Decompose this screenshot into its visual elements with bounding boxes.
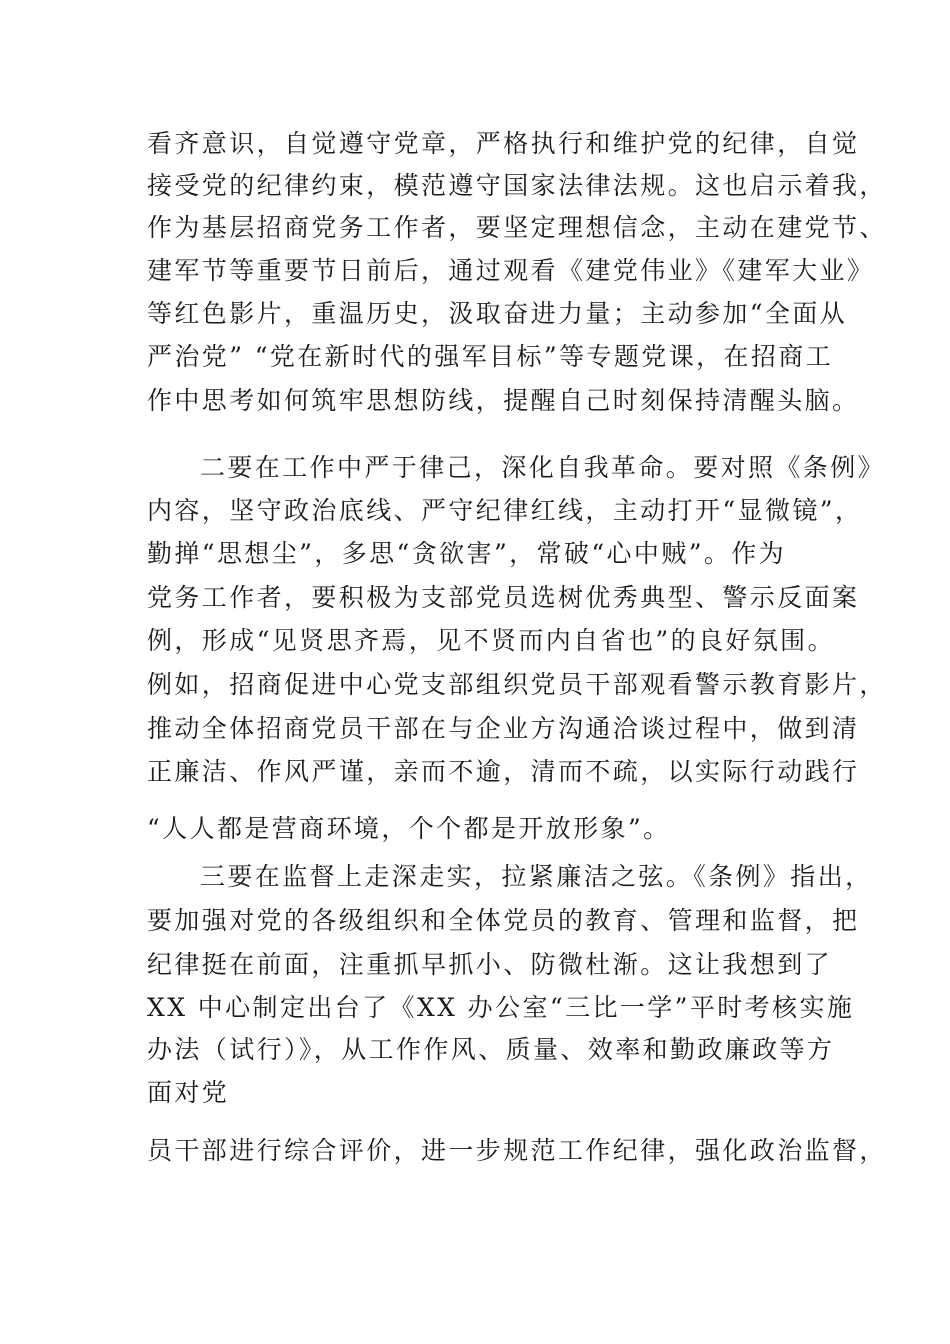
text-line: XX 中心制定出台了《XX 办公室“三比一学”平时考核实施 [147,993,855,1022]
paragraph-first-line: 二要在工作中严于律己，深化自我革命。要对照《条例》 [200,453,886,482]
text-line: 例，形成“见贤思齐焉，见不贤而内自省也”的良好氛围。 [147,626,835,655]
text-line: 正廉洁、作风严谨，亲而不逾，清而不疏，以实际行动践行 [147,757,860,786]
text-line: 作为基层招商党务工作者，要坚定理想信念，主动在建党节、 [147,213,887,242]
text-line: 作中思考如何筑牢思想防线，提醒自己时刻保持清醒头脑。 [147,386,860,415]
text-line: 推动全体招商党员干部在与企业方沟通洽谈过程中，做到清 [147,714,860,743]
text-line: 接受党的纪律约束，模范遵守国家法律法规。这也启示着我， [147,171,887,200]
text-line: 要加强对党的各级组织和全体党员的教育、管理和监督，把 [147,906,860,935]
text-line: 党务工作者，要积极为支部党员选树优秀典型、警示反面案 [147,583,860,612]
text-line: 面对党 [147,1078,230,1107]
paragraph-first-line: 三要在监督上走深走实，拉紧廉洁之弦。《条例》指出， [200,862,873,891]
text-line: 等红色影片，重温历史，汲取奋进力量；主动参加“全面从 [147,299,848,328]
text-line: 办法（试行）》，从工作作风、质量、效率和勤政廉政等方 [147,1035,835,1064]
text-line: 纪律挺在前面，注重抓早抓小、防微杜渐。这让我想到了 [147,950,833,979]
text-line: 建军节等重要节日前后，通过观看《建党伟业》《建军大业》 [147,256,875,285]
text-line: 看齐意识，自觉遵守党章，严格执行和维护党的纪律，自觉 [147,129,860,158]
text-line: 员干部进行综合评价，进一步规范工作纪律，强化政治监督， [147,1136,887,1165]
text-line: 严治党” “党在新时代的强军目标”等专题党课，在招商工 [147,342,834,371]
text-line: 勤掸“思想尘”，多思“贪欲害”，常破“心中贼”。作为 [147,539,787,568]
text-line: “人人都是营商环境，个个都是开放形象”。 [147,814,671,843]
text-line: 内容，坚守政治底线、严守纪律红线，主动打开“显微镜”， [147,496,863,525]
text-line: 例如，招商促进中心党支部组织党员干部观看警示教育影片， [147,670,887,699]
